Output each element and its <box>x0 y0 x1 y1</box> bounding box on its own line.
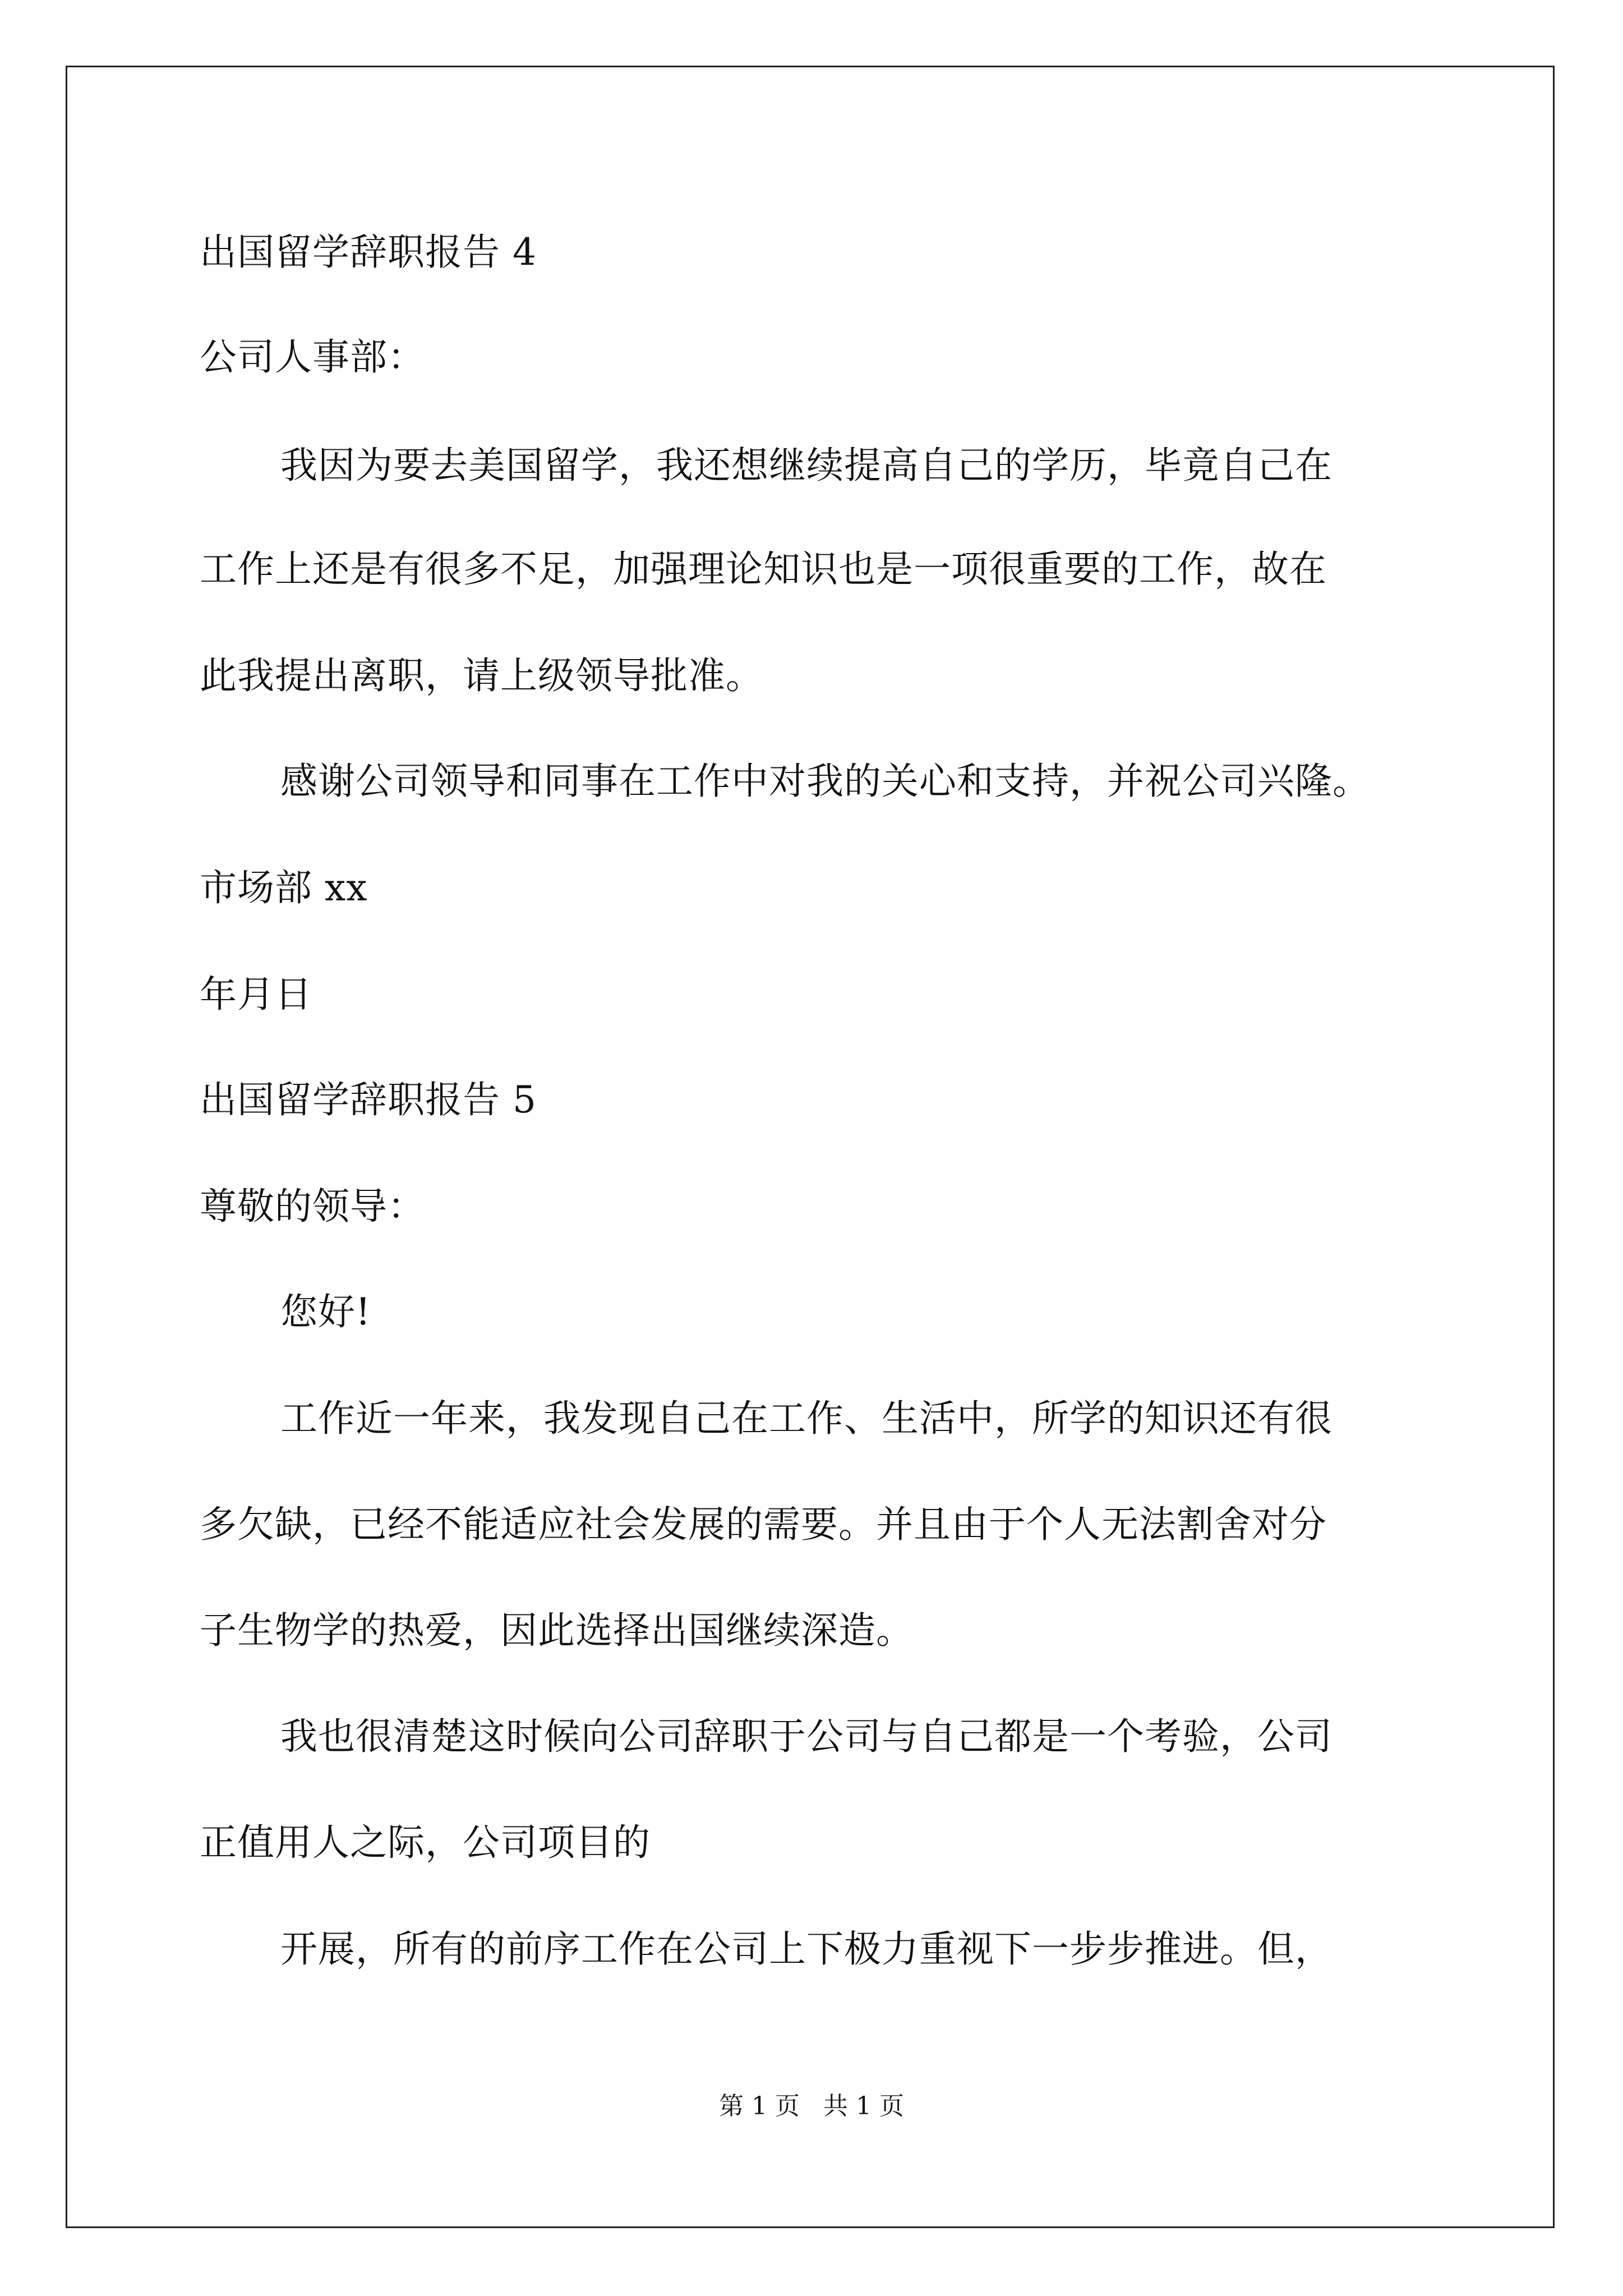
page-footer: 第 1 页 共 1 页 <box>719 2092 904 2120</box>
paragraph-line: 我也很清楚这时候向公司辞职于公司与自己都是一个考验，公司 <box>280 1715 1332 1758</box>
paragraph-line: 我因为要去美国留学，我还想继续提高自己的学历，毕竟自己在 <box>280 444 1332 487</box>
greeting: 您好! <box>280 1290 371 1333</box>
paragraph-line: 此我提出离职，请上级领导批准。 <box>200 654 763 697</box>
signature-department: 市场部 xx <box>200 866 368 909</box>
paragraph-line: 多欠缺，已经不能适应社会发展的需要。并且由于个人无法割舍对分 <box>200 1503 1327 1546</box>
salutation: 公司人事部： <box>200 335 425 379</box>
paragraph-line: 工作上还是有很多不足，加强理论知识也是一项很重要的工作，故在 <box>200 547 1327 591</box>
section-title-4: 出国留学辞职报告 4 <box>200 231 537 274</box>
signature-date: 年月日 <box>200 973 312 1016</box>
section-title-5: 出国留学辞职报告 5 <box>200 1078 537 1121</box>
salutation: 尊敬的领导： <box>200 1185 425 1228</box>
paragraph-line: 工作近一年来，我发现自己在工作、生活中，所学的知识还有很 <box>280 1397 1332 1440</box>
paragraph-line: 正值用人之际，公司项目的 <box>200 1821 651 1864</box>
page-border <box>66 66 1555 2228</box>
paragraph-line: 感谢公司领导和同事在工作中对我的关心和支持，并祝公司兴隆。 <box>280 760 1370 803</box>
paragraph-line: 开展，所有的前序工作在公司上下极力重视下一步步推进。但， <box>280 1927 1332 1971</box>
paragraph-line: 子生物学的热爱，因此选择出国继续深造。 <box>200 1609 914 1652</box>
